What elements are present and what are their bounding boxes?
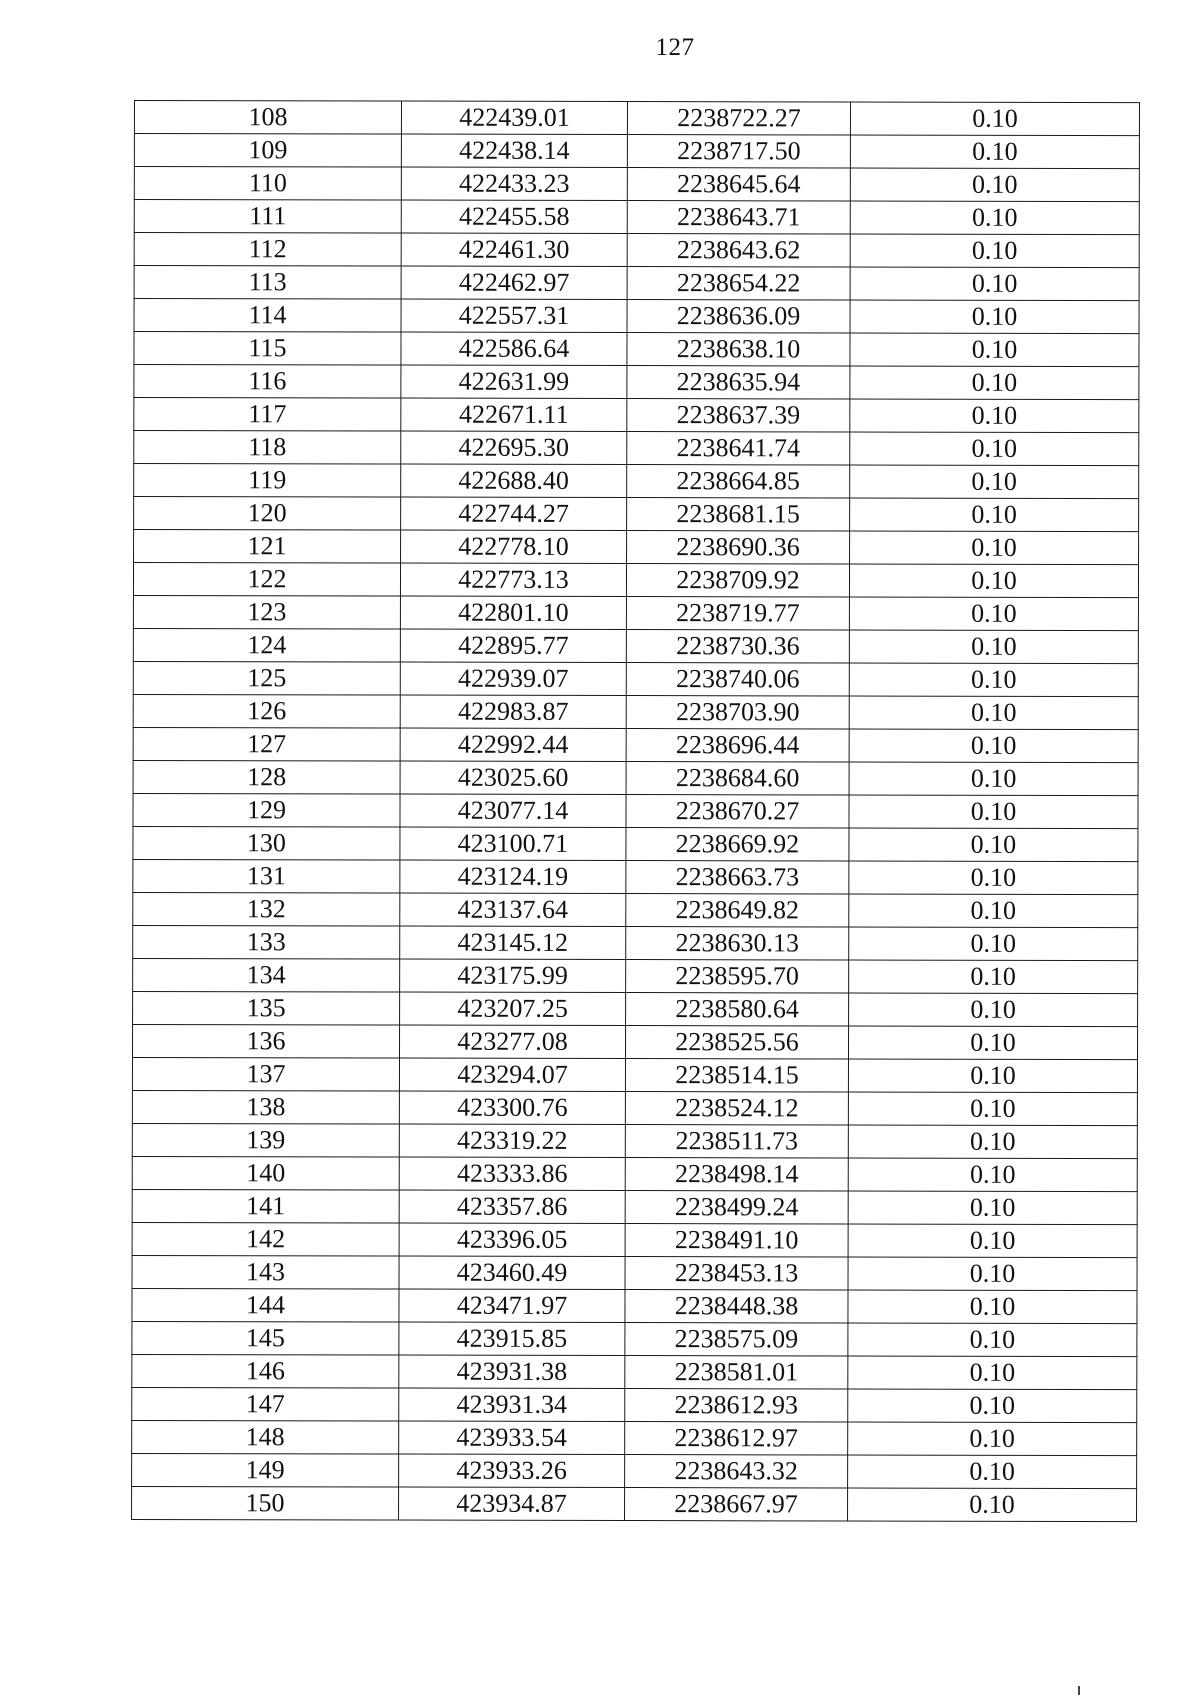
x-coordinate-cell: 423396.05 xyxy=(399,1223,625,1256)
y-coordinate-cell: 2238636.09 xyxy=(627,300,850,333)
tolerance-cell: 0.10 xyxy=(849,729,1138,763)
point-number-cell: 146 xyxy=(132,1354,399,1388)
point-number-cell: 115 xyxy=(134,332,401,366)
tolerance-cell: 0.10 xyxy=(848,1389,1137,1423)
table-row xyxy=(132,1090,1137,1125)
point-number-cell: 113 xyxy=(134,266,401,300)
tolerance-cell: 0.10 xyxy=(849,993,1138,1027)
tolerance-cell: 0.10 xyxy=(849,630,1138,664)
tolerance-cell: 0.10 xyxy=(850,267,1139,301)
tolerance-cell: 0.10 xyxy=(850,366,1139,400)
y-coordinate-cell: 2238696.44 xyxy=(626,729,849,762)
table-row xyxy=(133,859,1138,894)
tolerance-cell: 0.10 xyxy=(850,498,1139,532)
point-number-cell: 121 xyxy=(134,530,401,564)
point-number-cell: 149 xyxy=(132,1453,399,1487)
x-coordinate-cell: 422433.23 xyxy=(401,167,627,200)
table-row xyxy=(132,1420,1137,1455)
tolerance-cell: 0.10 xyxy=(848,1191,1137,1225)
y-coordinate-cell: 2238643.62 xyxy=(627,234,850,267)
table-row xyxy=(133,661,1138,696)
table-row xyxy=(132,1288,1137,1323)
table-row xyxy=(134,101,1139,136)
x-coordinate-cell: 423933.26 xyxy=(399,1454,625,1487)
y-coordinate-cell: 2238612.93 xyxy=(625,1389,848,1422)
y-coordinate-cell: 2238580.64 xyxy=(626,993,849,1026)
y-coordinate-cell: 2238595.70 xyxy=(626,960,849,993)
y-coordinate-cell: 2238664.85 xyxy=(627,465,850,498)
x-coordinate-cell: 422939.07 xyxy=(400,662,626,695)
point-number-cell: 136 xyxy=(132,1024,399,1058)
table-row xyxy=(133,595,1138,630)
tolerance-cell: 0.10 xyxy=(848,1323,1137,1357)
x-coordinate-cell: 422773.13 xyxy=(400,563,626,596)
point-number-cell: 140 xyxy=(132,1156,399,1190)
table-row xyxy=(134,200,1139,235)
point-number-cell: 145 xyxy=(132,1321,399,1355)
table-row xyxy=(133,760,1138,795)
y-coordinate-cell: 2238498.14 xyxy=(625,1158,848,1191)
y-coordinate-cell: 2238703.90 xyxy=(626,696,849,729)
point-number-cell: 114 xyxy=(134,299,401,333)
y-coordinate-cell: 2238719.77 xyxy=(626,597,849,630)
x-coordinate-cell: 423137.64 xyxy=(400,893,626,926)
tolerance-cell: 0.10 xyxy=(849,762,1138,796)
x-coordinate-cell: 423300.76 xyxy=(399,1091,625,1124)
tolerance-cell: 0.10 xyxy=(849,894,1138,928)
y-coordinate-cell: 2238740.06 xyxy=(626,663,849,696)
x-coordinate-cell: 422439.01 xyxy=(401,101,627,134)
table-row xyxy=(134,464,1139,499)
tolerance-cell: 0.10 xyxy=(849,564,1138,598)
table-row xyxy=(133,925,1138,960)
x-coordinate-cell: 422462.97 xyxy=(401,266,627,299)
x-coordinate-cell: 422461.30 xyxy=(401,233,627,266)
x-coordinate-cell: 422744.27 xyxy=(401,497,627,530)
table-row xyxy=(132,1057,1137,1092)
coordinate-table xyxy=(131,100,1140,1522)
table-row xyxy=(132,1189,1137,1224)
x-coordinate-cell: 422983.87 xyxy=(400,695,626,728)
y-coordinate-cell: 2238511.73 xyxy=(625,1125,848,1158)
y-coordinate-cell: 2238525.56 xyxy=(625,1026,848,1059)
tolerance-cell: 0.10 xyxy=(849,663,1138,697)
x-coordinate-cell: 423915.85 xyxy=(399,1322,625,1355)
tolerance-cell: 0.10 xyxy=(850,102,1139,136)
x-coordinate-cell: 422631.99 xyxy=(401,365,627,398)
tolerance-cell: 0.10 xyxy=(850,201,1139,235)
tolerance-cell: 0.10 xyxy=(848,1125,1137,1159)
table-row xyxy=(134,134,1139,169)
x-coordinate-cell: 423471.97 xyxy=(399,1289,625,1322)
point-number-cell: 128 xyxy=(133,760,400,794)
table-row xyxy=(134,233,1139,268)
point-number-cell: 150 xyxy=(132,1486,399,1520)
y-coordinate-cell: 2238669.92 xyxy=(626,828,849,861)
point-number-cell: 134 xyxy=(133,958,400,992)
x-coordinate-cell: 422992.44 xyxy=(400,728,626,761)
tolerance-cell: 0.10 xyxy=(850,432,1139,466)
x-coordinate-cell: 422586.64 xyxy=(401,332,627,365)
table-row xyxy=(133,694,1138,729)
table-row xyxy=(132,1255,1137,1290)
y-coordinate-cell: 2238722.27 xyxy=(627,102,850,135)
tolerance-cell: 0.10 xyxy=(848,1455,1137,1489)
table-row xyxy=(132,1354,1137,1389)
tolerance-cell: 0.10 xyxy=(850,135,1139,169)
tolerance-cell: 0.10 xyxy=(848,1488,1137,1522)
y-coordinate-cell: 2238643.32 xyxy=(625,1455,848,1488)
table-row xyxy=(134,398,1139,433)
point-number-cell: 112 xyxy=(134,233,401,267)
y-coordinate-cell: 2238684.60 xyxy=(626,762,849,795)
table-row xyxy=(134,332,1139,367)
tolerance-cell: 0.10 xyxy=(849,960,1138,994)
point-number-cell: 122 xyxy=(133,563,400,597)
table-row xyxy=(134,431,1139,466)
table-row xyxy=(133,727,1138,762)
x-coordinate-cell: 422695.30 xyxy=(401,431,627,464)
y-coordinate-cell: 2238612.97 xyxy=(625,1422,848,1455)
y-coordinate-cell: 2238491.10 xyxy=(625,1224,848,1257)
page-number: 127 xyxy=(655,34,695,61)
x-coordinate-cell: 422688.40 xyxy=(401,464,627,497)
tolerance-cell: 0.10 xyxy=(850,399,1139,433)
x-coordinate-cell: 422438.14 xyxy=(401,134,627,167)
x-coordinate-cell: 423934.87 xyxy=(399,1487,625,1520)
tolerance-cell: 0.10 xyxy=(849,597,1138,631)
table-row xyxy=(134,167,1139,202)
x-coordinate-cell: 422801.10 xyxy=(400,596,626,629)
table-row xyxy=(133,958,1138,993)
table-row xyxy=(134,299,1139,334)
tolerance-cell: 0.10 xyxy=(850,168,1139,202)
x-coordinate-cell: 423931.34 xyxy=(399,1388,625,1421)
x-coordinate-cell: 423357.86 xyxy=(399,1190,625,1223)
scan-mark xyxy=(1078,1686,1080,1695)
tolerance-cell: 0.10 xyxy=(848,1290,1137,1324)
y-coordinate-cell: 2238514.15 xyxy=(625,1059,848,1092)
x-coordinate-cell: 423207.25 xyxy=(400,992,626,1025)
table-row xyxy=(132,1222,1137,1257)
point-number-cell: 124 xyxy=(133,628,400,662)
point-number-cell: 123 xyxy=(133,595,400,629)
table-row xyxy=(133,793,1138,828)
y-coordinate-cell: 2238637.39 xyxy=(627,399,850,432)
point-number-cell: 108 xyxy=(134,101,401,135)
point-number-cell: 127 xyxy=(133,727,400,761)
point-number-cell: 139 xyxy=(132,1123,399,1157)
point-number-cell: 144 xyxy=(132,1288,399,1322)
point-number-cell: 137 xyxy=(132,1057,399,1091)
x-coordinate-cell: 423933.54 xyxy=(399,1421,625,1454)
point-number-cell: 110 xyxy=(134,167,401,201)
y-coordinate-cell: 2238448.38 xyxy=(625,1290,848,1323)
y-coordinate-cell: 2238730.36 xyxy=(626,630,849,663)
table-row xyxy=(134,266,1139,301)
table-row xyxy=(133,826,1138,861)
table-row xyxy=(132,1156,1137,1191)
y-coordinate-cell: 2238649.82 xyxy=(626,894,849,927)
x-coordinate-cell: 423931.38 xyxy=(399,1355,625,1388)
y-coordinate-cell: 2238638.10 xyxy=(627,333,850,366)
table-row xyxy=(134,530,1139,565)
point-number-cell: 141 xyxy=(132,1189,399,1223)
point-number-cell: 133 xyxy=(133,925,400,959)
point-number-cell: 129 xyxy=(133,793,400,827)
point-number-cell: 131 xyxy=(133,859,400,893)
y-coordinate-cell: 2238630.13 xyxy=(626,927,849,960)
tolerance-cell: 0.10 xyxy=(849,861,1138,895)
y-coordinate-cell: 2238654.22 xyxy=(627,267,850,300)
point-number-cell: 111 xyxy=(134,200,401,234)
x-coordinate-cell: 423145.12 xyxy=(400,926,626,959)
x-coordinate-cell: 423460.49 xyxy=(399,1256,625,1289)
tolerance-cell: 0.10 xyxy=(848,1257,1137,1291)
point-number-cell: 120 xyxy=(134,497,401,531)
table-row xyxy=(132,1024,1137,1059)
point-number-cell: 117 xyxy=(134,398,401,432)
y-coordinate-cell: 2238581.01 xyxy=(625,1356,848,1389)
point-number-cell: 143 xyxy=(132,1255,399,1289)
point-number-cell: 126 xyxy=(133,694,400,728)
x-coordinate-cell: 423025.60 xyxy=(400,761,626,794)
point-number-cell: 132 xyxy=(133,892,400,926)
tolerance-cell: 0.10 xyxy=(850,333,1139,367)
tolerance-cell: 0.10 xyxy=(850,300,1139,334)
x-coordinate-cell: 423077.14 xyxy=(400,794,626,827)
y-coordinate-cell: 2238717.50 xyxy=(627,135,850,168)
tolerance-cell: 0.10 xyxy=(848,1092,1137,1126)
point-number-cell: 135 xyxy=(133,991,400,1025)
y-coordinate-cell: 2238663.73 xyxy=(626,861,849,894)
y-coordinate-cell: 2238645.64 xyxy=(627,168,850,201)
table-row xyxy=(132,1321,1137,1356)
table-row xyxy=(134,497,1139,532)
x-coordinate-cell: 423294.07 xyxy=(399,1058,625,1091)
x-coordinate-cell: 423175.99 xyxy=(400,959,626,992)
point-number-cell: 118 xyxy=(134,431,401,465)
y-coordinate-cell: 2238524.12 xyxy=(625,1092,848,1125)
x-coordinate-cell: 423333.86 xyxy=(399,1157,625,1190)
point-number-cell: 130 xyxy=(133,826,400,860)
point-number-cell: 116 xyxy=(134,365,401,399)
tolerance-cell: 0.10 xyxy=(848,1224,1137,1258)
table-row xyxy=(133,991,1138,1026)
y-coordinate-cell: 2238709.92 xyxy=(626,564,849,597)
tolerance-cell: 0.10 xyxy=(850,465,1139,499)
x-coordinate-cell: 422557.31 xyxy=(401,299,627,332)
tolerance-cell: 0.10 xyxy=(849,828,1138,862)
x-coordinate-cell: 422671.11 xyxy=(401,398,627,431)
x-coordinate-cell: 423277.08 xyxy=(399,1025,625,1058)
table-row xyxy=(133,628,1138,663)
tolerance-cell: 0.10 xyxy=(849,795,1138,829)
y-coordinate-cell: 2238575.09 xyxy=(625,1323,848,1356)
y-coordinate-cell: 2238641.74 xyxy=(627,432,850,465)
y-coordinate-cell: 2238499.24 xyxy=(625,1191,848,1224)
tolerance-cell: 0.10 xyxy=(848,1026,1137,1060)
table-row xyxy=(132,1387,1137,1422)
table-row xyxy=(133,563,1138,598)
y-coordinate-cell: 2238635.94 xyxy=(627,366,850,399)
point-number-cell: 147 xyxy=(132,1387,399,1421)
point-number-cell: 142 xyxy=(132,1222,399,1256)
y-coordinate-cell: 2238643.71 xyxy=(627,201,850,234)
y-coordinate-cell: 2238670.27 xyxy=(626,795,849,828)
y-coordinate-cell: 2238453.13 xyxy=(625,1257,848,1290)
y-coordinate-cell: 2238690.36 xyxy=(627,531,850,564)
x-coordinate-cell: 422455.58 xyxy=(401,200,627,233)
tolerance-cell: 0.10 xyxy=(848,1356,1137,1390)
x-coordinate-cell: 423100.71 xyxy=(400,827,626,860)
tolerance-cell: 0.10 xyxy=(848,1158,1137,1192)
x-coordinate-cell: 422895.77 xyxy=(400,629,626,662)
table-row xyxy=(134,365,1139,400)
tolerance-cell: 0.10 xyxy=(848,1059,1137,1093)
point-number-cell: 109 xyxy=(134,134,401,168)
x-coordinate-cell: 423319.22 xyxy=(399,1124,625,1157)
point-number-cell: 138 xyxy=(132,1090,399,1124)
table-row xyxy=(132,1123,1137,1158)
y-coordinate-cell: 2238681.15 xyxy=(627,498,850,531)
tolerance-cell: 0.10 xyxy=(848,1422,1137,1456)
tolerance-cell: 0.10 xyxy=(849,927,1138,961)
table-row xyxy=(132,1453,1137,1488)
point-number-cell: 119 xyxy=(134,464,401,498)
tolerance-cell: 0.10 xyxy=(849,696,1138,730)
table-body xyxy=(132,101,1140,1522)
point-number-cell: 125 xyxy=(133,661,400,695)
table-row xyxy=(132,1486,1137,1521)
x-coordinate-cell: 422778.10 xyxy=(401,530,627,563)
point-number-cell: 148 xyxy=(132,1420,399,1454)
table-row xyxy=(133,892,1138,927)
y-coordinate-cell: 2238667.97 xyxy=(625,1488,848,1521)
tolerance-cell: 0.10 xyxy=(850,234,1139,268)
x-coordinate-cell: 423124.19 xyxy=(400,860,626,893)
tolerance-cell: 0.10 xyxy=(850,531,1139,565)
